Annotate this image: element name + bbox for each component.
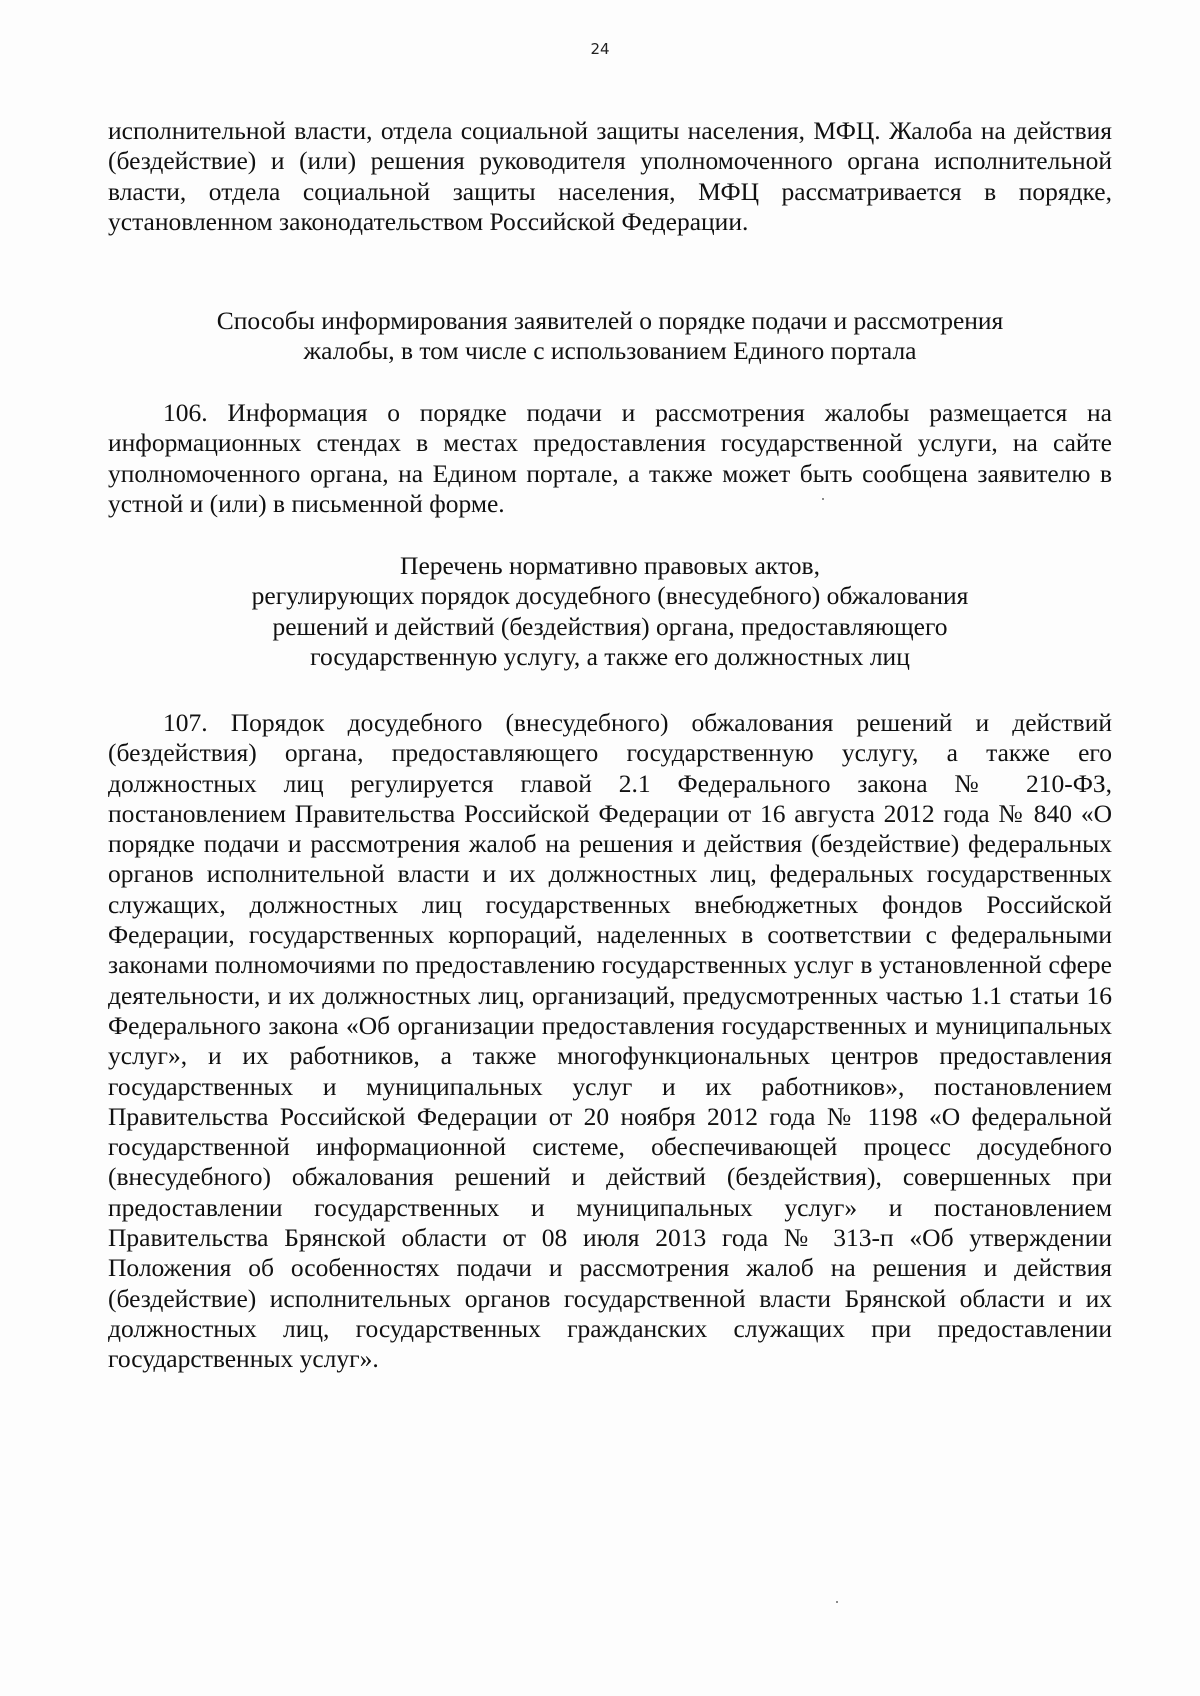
heading-line: государственную услугу, а также его должностных лиц <box>310 641 910 671</box>
paragraph-continuation: исполнительной власти, отдела социальной защиты населения, МФЦ. Жалоба на действия (бездействие) и (или) решения руководителя уполномоченного органа исполнительной власти, отдела социальной защиты населения, МФЦ рассматривается в порядке, установленном законодательством Российской Федерации. <box>108 116 1112 236</box>
heading-line: регулирующих порядок досудебного (внесудебного) обжалования <box>251 581 969 611</box>
page-number: 24 <box>590 40 610 58</box>
scan-speck <box>822 498 824 500</box>
heading-line: решений и действий (бездействия) органа, предоставляющего <box>272 611 948 641</box>
scan-speck <box>836 1601 838 1603</box>
section-heading-regulatory-acts <box>150 551 1070 672</box>
paragraph-106: 106. Информация о порядке подачи и рассмотрения жалобы размещается на информационных стендах в местах предоставления государственной услуги, на сайте уполномоченного органа, на Едином портале, а также может быть сообщена заявителю в устной и (или) в письменной форме. <box>108 398 1112 518</box>
heading-line: Перечень нормативно правовых актов, <box>400 551 820 580</box>
paragraph-107: 107. Порядок досудебного (внесудебного) обжалования решений и действий (бездействия) органа, предоставляющего государственную услугу, а также его должностных лиц регулируется главой 2.1 Федерального закона № 210-ФЗ, постановлением Правительства Российской Федерации от 16 августа 2012 года № 840 «О порядке подачи и рассмотрения жалоб на решения и действия (бездействие) федеральных органов исполнительной власти и их должностных лиц, федеральных государственных служащих, должностных лиц государственных внебюджетных фондов Российской Федерации, государственных корпораций, наделенных в соответствии с федеральными законами полномочиями по предоставлению государственных услуг в установленной сфере деятельности, и их должностных лиц, организаций, предусмотренных частью 1.1 статьи 16 Федерального закона «Об организации предоставления государственных и муниципальных услуг», и их работников, а также многофункциональных центров предоставления государственных и муниципальных услуг и их работников», постановлением Правительства Российской Федерации от 20 ноября 2012 года № 1198 «О федеральной государственной информационной системе, обеспечивающей процесс досудебного (внесудебного) обжалования решений и действий (бездействия), совершенных при предоставлении государственных и муниципальных услуг» и постановлением Правительства Брянской области от 08 июля 2013 года № 313-п «Об утверждении Положения об особенностях подачи и рассмотрения жалоб на решения и действия (бездействие) исполнительных органов государственной власти Брянской области и их должностных лиц, государственных гражданских служащих при предоставлении государственных услуг». <box>108 708 1112 1374</box>
heading-line: жалобы, в том числе с использованием Единого портала <box>303 336 917 366</box>
section-heading-informing <box>150 306 1070 367</box>
heading-line: Способы информирования заявителей о порядке подачи и рассмотрения <box>216 306 1004 335</box>
